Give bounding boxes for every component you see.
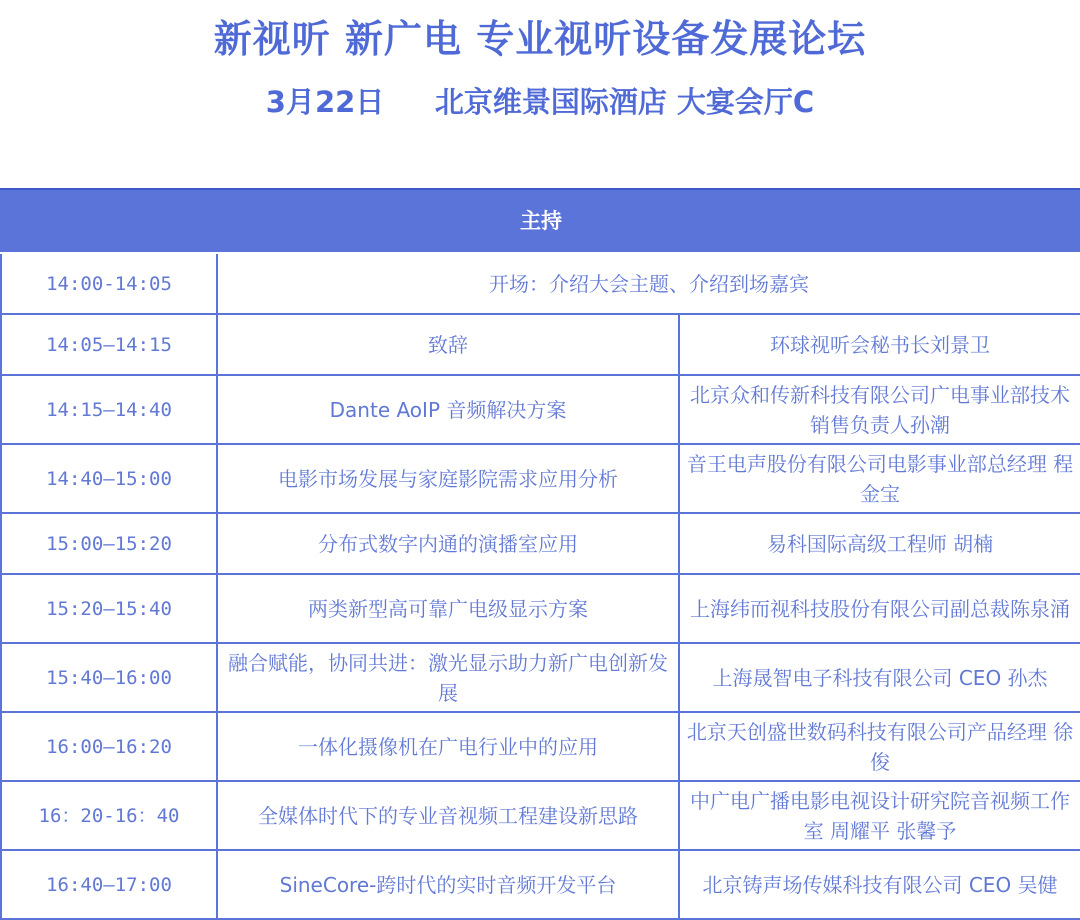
speaker-cell: 上海晟智电子科技有限公司 CEO 孙杰 (679, 643, 1080, 712)
table-row (1, 375, 1080, 444)
topic-cell: 电影市场发展与家庭影院需求应用分析 (217, 444, 679, 513)
table-row (1, 850, 1080, 919)
time-cell: 15:40—16:00 (1, 643, 217, 712)
page-title: 新视听 新广电 专业视听设备发展论坛 (213, 17, 867, 61)
speaker-cell: 北京天创盛世数码科技有限公司产品经理 徐俊 (679, 712, 1080, 781)
table-row (1, 314, 1080, 375)
time-cell: 16:00—16:20 (1, 712, 217, 781)
topic-cell: 全媒体时代下的专业音视频工程建设新思路 (217, 781, 679, 850)
table-row (1, 643, 1080, 712)
speaker-cell: 北京铸声场传媒科技有限公司 CEO 吴健 (679, 850, 1080, 919)
host-row (1, 189, 1080, 253)
speaker-cell: 上海纬而视科技股份有限公司副总裁陈泉涌 (679, 574, 1080, 643)
topic-cell: 融合赋能，协同共进：激光显示助力新广电创新发展 (217, 643, 679, 712)
topic-cell: 分布式数字内通的演播室应用 (217, 513, 679, 574)
topic-cell: 一体化摄像机在广电行业中的应用 (217, 712, 679, 781)
speaker-cell: 中广电广播电影电视设计研究院音视频工作室 周耀平 张馨予 (679, 781, 1080, 850)
topic-cell: Dante AoIP 音频解决方案 (217, 375, 679, 444)
event-date-venue: 3月22日 北京维景国际酒店 大宴会厅C (265, 85, 815, 119)
table-row (1, 253, 1080, 314)
host-header: 主持 (1, 189, 1080, 253)
speaker-cell: 易科国际高级工程师 胡楠 (679, 513, 1080, 574)
table-row (1, 574, 1080, 643)
time-cell: 14:15—14:40 (1, 375, 217, 444)
time-cell: 15:20—15:40 (1, 574, 217, 643)
time-cell: 15:00—15:20 (1, 513, 217, 574)
table-row (1, 444, 1080, 513)
time-cell: 14:40—15:00 (1, 444, 217, 513)
table-row (1, 513, 1080, 574)
time-cell: 16：20-16：40 (1, 781, 217, 850)
speaker-cell: 环球视听会秘书长刘景卫 (679, 314, 1080, 375)
speaker-cell: 北京众和传新科技有限公司广电事业部技术销售负责人孙潮 (679, 375, 1080, 444)
table-row (1, 781, 1080, 850)
table-row (1, 712, 1080, 781)
speaker-cell: 音王电声股份有限公司电影事业部总经理 程金宝 (679, 444, 1080, 513)
time-cell: 14:05—14:15 (1, 314, 217, 375)
topic-cell: SineCore-跨时代的实时音频开发平台 (217, 850, 679, 919)
time-cell: 14:00-14:05 (1, 253, 217, 314)
topic-cell: 致辞 (217, 314, 679, 375)
topic-cell: 两类新型高可靠广电级显示方案 (217, 574, 679, 643)
schedule-table (0, 188, 1080, 920)
time-cell: 16:40—17:00 (1, 850, 217, 919)
topic-cell: 开场：介绍大会主题、介绍到场嘉宾 (217, 253, 1080, 314)
